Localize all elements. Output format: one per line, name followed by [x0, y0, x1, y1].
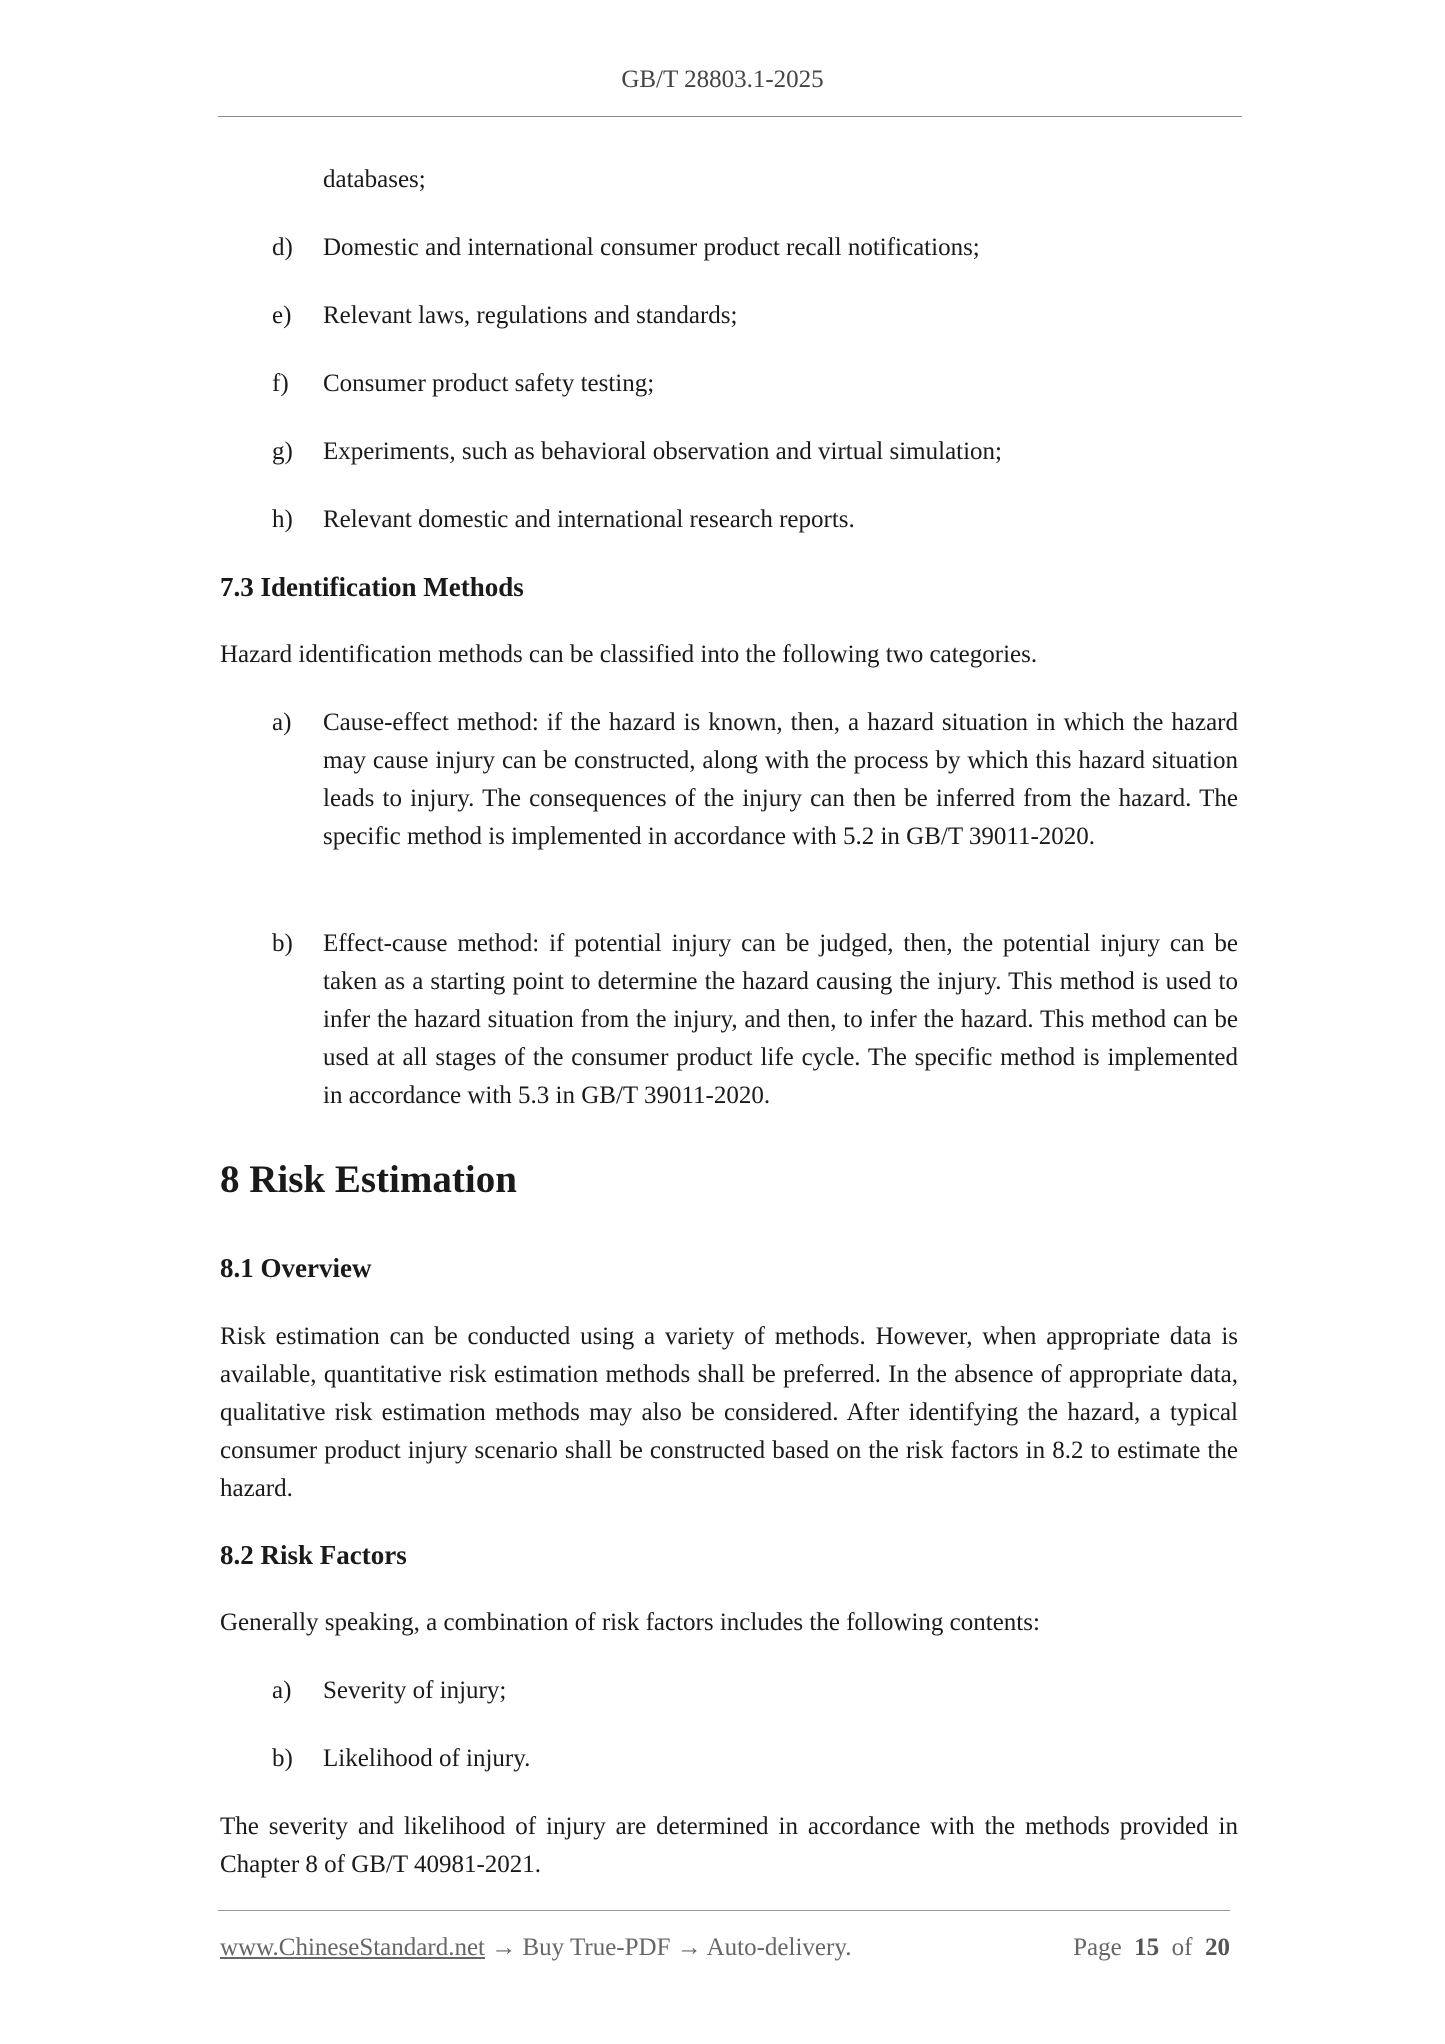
list-marker: h): [272, 506, 293, 533]
of-label: of: [1171, 1934, 1193, 1961]
page-label: Page: [1073, 1934, 1122, 1961]
list-item-text: Consumer product safety testing;: [323, 370, 655, 397]
section-8-2-closing: The severity and likelihood of injury are determined in accordance with the methods provided in Chapter 8 of GB/T 40981-2021.: [220, 1813, 1238, 1878]
list-marker: e): [272, 302, 292, 329]
list-item-text: Severity of injury;: [323, 1677, 507, 1704]
footer-divider: [218, 1910, 1230, 1911]
section-7-3-intro: Hazard identification methods can be classified into the following two categories.: [220, 641, 1038, 668]
section-8-1-paragraph: Risk estimation can be conducted using a variety of methods. However, when appropriate data is available, quantitative risk estimation methods shall be preferred. In the absence of appropriate data, qualitative risk estimation methods may also be considered. After identifying the hazard, a typical consumer product injury scenario shall be constructed based on the risk factors in 8.2 to estimate the hazard.: [220, 1323, 1238, 1502]
list-marker: f): [272, 370, 289, 397]
continuation-text: databases;: [323, 166, 426, 193]
header-divider: [218, 116, 1242, 117]
list-marker: d): [272, 234, 293, 261]
list-item-text: Experiments, such as behavioral observation and virtual simulation;: [323, 438, 1003, 465]
buy-true-pdf-text: Buy True-PDF: [522, 1934, 671, 1961]
list-item-text: Domestic and international consumer product recall notifications;: [323, 234, 980, 261]
arrow-right-icon: →: [491, 1934, 517, 1961]
list-marker: a): [272, 1677, 292, 1704]
section-8-2-intro: Generally speaking, a combination of risk factors includes the following contents:: [220, 1609, 1040, 1636]
auto-delivery-text: Auto-delivery.: [706, 1934, 852, 1961]
page-indicator: [1073, 1930, 1230, 1966]
website-link[interactable]: www.ChineseStandard.net: [220, 1934, 485, 1961]
list-marker: g): [272, 438, 293, 465]
section-heading-7-3: 7.3 Identification Methods: [220, 572, 524, 602]
total-pages: 20: [1205, 1934, 1230, 1961]
list-item-text: Effect-cause method: if potential injury can be judged, then, the potential injury can be taken as a starting point to determine the hazard causing the injury. This method is used to infer the hazard situation from the injury, and then, to infer the hazard. This method can be used at all stages of the consumer product life cycle. The specific method is implemented in accordance with 5.3 in GB/T 39011-2020.: [323, 930, 1238, 1109]
page-number: 15: [1134, 1934, 1160, 1961]
list-item-text: Relevant laws, regulations and standards;: [323, 302, 738, 329]
list-marker: b): [272, 1745, 293, 1772]
footer: [220, 1930, 1230, 1966]
list-item-text: Cause-effect method: if the hazard is known, then, a hazard situation in which the hazard may cause injury can be constructed, along with the process by which this hazard situation leads to injury. The consequences of the injury can then be inferred from the hazard. The specific method is implemented in accordance with 5.2 in GB/T 39011-2020.: [323, 709, 1238, 850]
section-heading-8-1: 8.1 Overview: [220, 1253, 372, 1283]
list-marker: b): [272, 930, 293, 957]
section-heading-8: 8 Risk Estimation: [220, 1158, 517, 1201]
section-heading-8-2: 8.2 Risk Factors: [220, 1540, 407, 1570]
header-title: GB/T 28803.1-2025: [621, 66, 824, 93]
list-marker: a): [272, 709, 292, 736]
list-item-text: Relevant domestic and international research reports.: [323, 506, 855, 533]
list-item-text: Likelihood of injury.: [323, 1745, 531, 1772]
arrow-right-icon: →: [676, 1934, 702, 1961]
